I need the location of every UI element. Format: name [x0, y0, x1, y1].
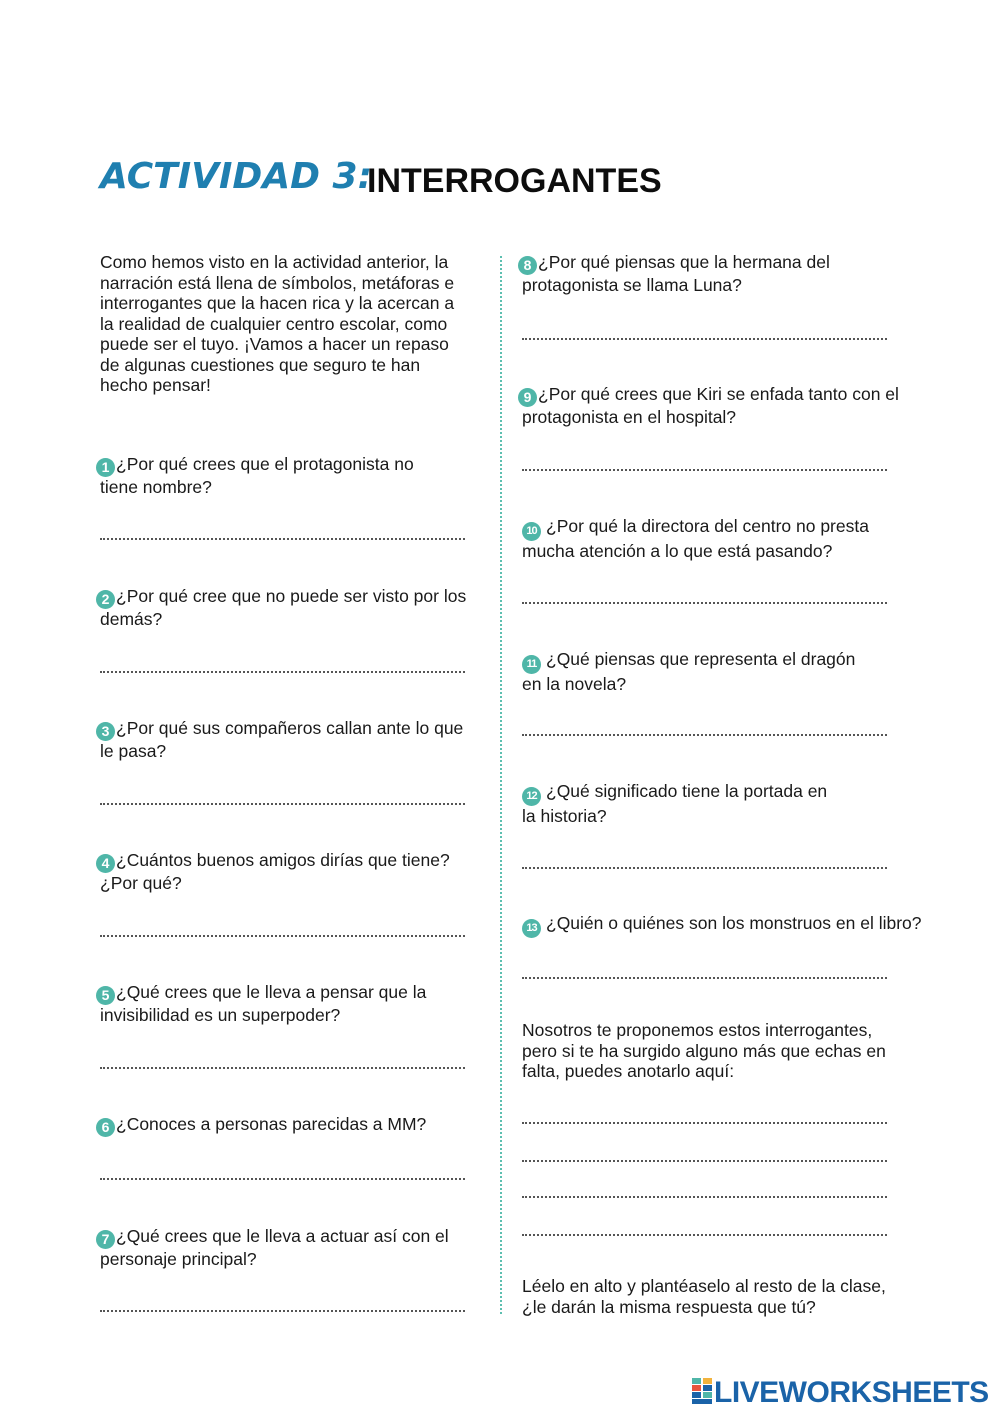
question-6: 6 ¿Conoces a personas parecidas a MM?: [96, 1114, 476, 1137]
question-9: 9 ¿Por qué crees que Kiri se enfada tanto con el protagonista en el hospital?: [518, 384, 928, 428]
answer-line-10[interactable]: [522, 602, 887, 604]
question-12: 12 ¿Qué significado tiene la portada en la historia?: [522, 781, 828, 826]
question-1: 1 ¿Por qué crees que el protagonista no tiene nombre?: [96, 454, 476, 498]
answer-line-11[interactable]: [522, 734, 887, 736]
question-10: 10 ¿Por qué la directora del centro no presta mucha atención a lo que está pasando?: [522, 516, 869, 561]
liveworksheets-logo-icon: [692, 1378, 712, 1404]
number-badge-12: 12: [522, 787, 541, 806]
extra-answer-line-4[interactable]: [522, 1234, 887, 1236]
answer-line-1[interactable]: [100, 538, 465, 540]
number-badge-5: 5: [96, 986, 115, 1005]
question-2: 2 ¿Por qué cree que no puede ser visto por los demás?: [96, 586, 476, 630]
number-badge-6: 6: [96, 1118, 115, 1137]
number-badge-8: 8: [518, 256, 537, 275]
answer-line-7[interactable]: [100, 1310, 465, 1312]
number-badge-3: 3: [96, 722, 115, 741]
number-badge-4: 4: [96, 854, 115, 873]
answer-line-13[interactable]: [522, 977, 887, 979]
liveworksheets-logo-text: LIVEWORKSHEETS: [714, 1376, 989, 1409]
intro-paragraph: Como hemos visto en la actividad anterior, la narración está llena de símbolos, metáforas e interrogantes que la hacen rica y la acercan a la realidad de cualquier centro escolar, como puede ser el tuyo. ¡Vamos a hacer un repaso de algunas cuestiones que seguro te han hecho pensar!: [100, 252, 455, 395]
answer-line-5[interactable]: [100, 1067, 465, 1069]
activity-label: ACTIVIDAD 3:: [100, 156, 372, 197]
number-badge-2: 2: [96, 590, 115, 609]
number-badge-7: 7: [96, 1230, 115, 1249]
number-badge-1: 1: [96, 458, 115, 477]
activity-title: INTERROGANTES: [367, 162, 662, 200]
answer-line-3[interactable]: [100, 803, 465, 805]
answer-line-12[interactable]: [522, 867, 887, 869]
answer-line-8[interactable]: [522, 338, 887, 340]
extra-answer-line-1[interactable]: [522, 1122, 887, 1124]
question-5: 5 ¿Qué crees que le lleva a pensar que la invisibilidad es un superpoder?: [96, 982, 476, 1026]
extra-answer-line-2[interactable]: [522, 1160, 887, 1162]
closing-paragraph: Nosotros te proponemos estos interrogantes, pero si te ha surgido alguno más que echas en falta, puedes anotarlo aquí:: [522, 1020, 886, 1081]
number-badge-11: 11: [522, 655, 541, 674]
number-badge-9: 9: [518, 388, 537, 407]
answer-line-2[interactable]: [100, 671, 465, 673]
column-divider: [500, 256, 502, 1314]
answer-line-4[interactable]: [100, 935, 465, 937]
question-11: 11 ¿Qué piensas que representa el dragón en la novela?: [522, 649, 856, 694]
question-3: 3 ¿Por qué sus compañeros callan ante lo que le pasa?: [96, 718, 476, 762]
final-paragraph: Léelo en alto y plantéaselo al resto de la clase, ¿le darán la misma respuesta que tú?: [522, 1276, 886, 1317]
answer-line-6[interactable]: [100, 1178, 465, 1180]
question-13: 13 ¿Quién o quiénes son los monstruos en el libro?: [522, 913, 942, 938]
number-badge-13: 13: [522, 919, 541, 938]
extra-answer-line-3[interactable]: [522, 1196, 887, 1198]
answer-line-9[interactable]: [522, 469, 887, 471]
question-8: 8 ¿Por qué piensas que la hermana del protagonista se llama Luna?: [518, 252, 928, 296]
question-4: 4 ¿Cuántos buenos amigos dirías que tiene? ¿Por qué?: [96, 850, 476, 894]
question-7: 7 ¿Qué crees que le lleva a actuar así con el personaje principal?: [96, 1226, 476, 1270]
number-badge-10: 10: [522, 522, 541, 541]
